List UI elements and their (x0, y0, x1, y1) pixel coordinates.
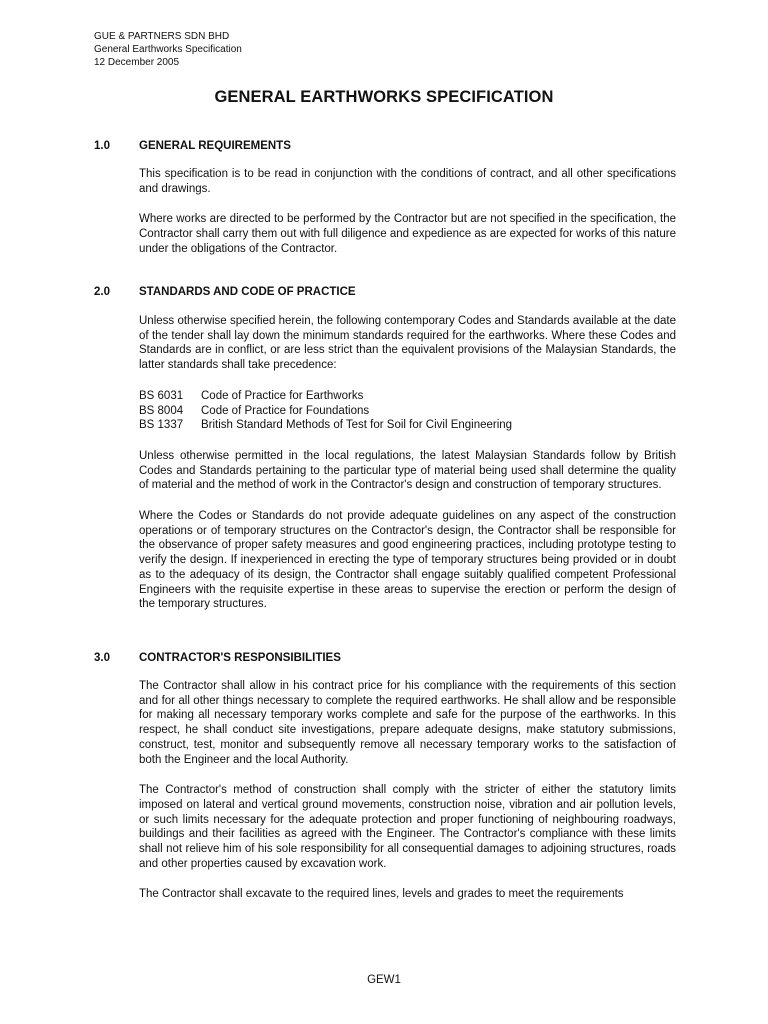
standard-code: BS 1337 (139, 419, 184, 432)
company-name: GUE & PARTNERS SDN BHD (94, 31, 230, 42)
standard-item (139, 404, 676, 419)
paragraph: Unless otherwise specified herein, the following contemporary Codes and Standards available at the date of the tender shall lay down the minimum standards required for the earthworks. Where these Codes and Standards are in conflict, or are less strict than the equivalent provisions of the Malaysian Standards, the latter standards shall take precedence: (139, 315, 676, 372)
paragraph: The Contractor's method of construction shall comply with the stricter of either the statutory limits imposed on lateral and vertical ground movements, construction noise, vibration and air pollution levels, or such limits necessary for the adequate protection and proper functioning of neighbouring roadways, buildings and their facilities as agreed with the Engineer. The Contractor's compliance with these limits shall not relieve him of his sole responsibility for all consequential damages to adjoining structures, roads and other properties caused by excavation work. (139, 784, 676, 870)
paragraph: The Contractor shall allow in his contract price for his compliance with the requirements of this section and for all other things necessary to complete the required earthworks. He shall allow and be responsible for making all necessary temporary works complete and safe for the purpose of the earthworks. In this respect, he shall conduct site investigations, prepare adequate designs, make statutory submissions, construct, test, monitor and subsequently remove all necessary temporary works to the satisfaction of both the Engineer and the local Authority. (139, 680, 676, 766)
section-general-requirements (94, 138, 676, 257)
section-number: 1.0 (94, 140, 110, 152)
paragraph: Unless otherwise permitted in the local regulations, the latest Malaysian Standards follow by British Codes and Standards pertaining to the particular type of material being used shall determine the quality of material and the method of work in the Contractor's design and construction of temporary structures. (139, 449, 676, 492)
section-number: 3.0 (94, 652, 110, 664)
standard-code: BS 6031 (139, 389, 184, 402)
document-name: General Earthworks Specification (94, 44, 242, 55)
standards-list (139, 389, 676, 433)
standard-title: Code of Practice for Earthworks (201, 389, 364, 402)
document-header (94, 30, 242, 69)
section-number: 2.0 (94, 286, 110, 298)
standard-item (139, 389, 676, 404)
section-heading (94, 138, 676, 154)
page-title: GENERAL EARTHWORKS SPECIFICATION (214, 88, 554, 106)
standard-code: BS 8004 (139, 404, 184, 417)
paragraph: The Contractor shall excavate to the required lines, levels and grades to meet the requirements (139, 888, 624, 901)
section-heading (94, 650, 676, 666)
page-footer: GEW1 (367, 974, 401, 986)
section-title: CONTRACTOR'S RESPONSIBILITIES (139, 652, 341, 664)
section-title: GENERAL REQUIREMENTS (139, 140, 291, 152)
section-title: STANDARDS AND CODE OF PRACTICE (139, 286, 356, 298)
paragraph: This specification is to be read in conjunction with the conditions of contract, and all other specifications and drawings. (139, 168, 676, 195)
section-standards (94, 284, 676, 612)
section-contractor-responsibilities (94, 650, 676, 902)
paragraph: Where the Codes or Standards do not provide adequate guidelines on any aspect of the construction operations or of temporary structures on the Contractor's design, the Contractor shall be responsible for the observance of proper safety measures and good engineering practices, including prototype testing to verify the design. If inexperienced in erecting the type of temporary structures being provided or in doubt as to the adequacy of its design, the Contractor shall engage suitably qualified competent Professional Engineers with the requisite expertise in these areas to supervise the erection or perform the design of the temporary structures. (139, 510, 676, 611)
document-date: 12 December 2005 (94, 57, 180, 68)
section-heading (94, 284, 676, 300)
paragraph: Where works are directed to be performed by the Contractor but are not specified in the specification, the Contractor shall carry them out with full diligence and expedience as are expected for works of this nature under the obligations of the Contractor. (139, 213, 676, 255)
standard-title: Code of Practice for Foundations (201, 404, 370, 417)
standard-title: British Standard Methods of Test for Soil for Civil Engineering (201, 419, 513, 432)
standard-item (139, 418, 676, 433)
